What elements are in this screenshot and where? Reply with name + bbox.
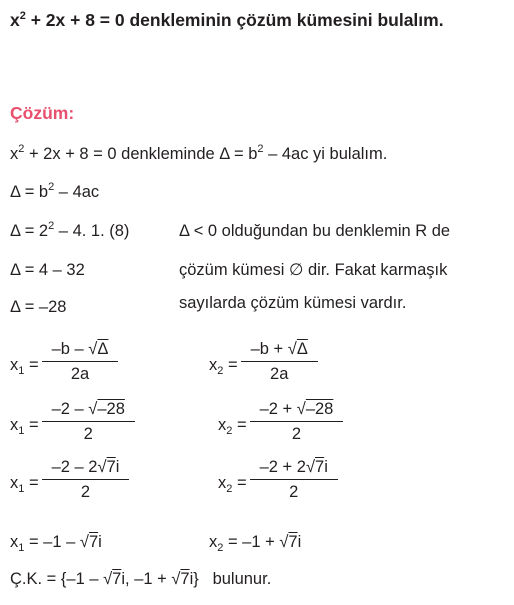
x1-numerator: –b – √Δ <box>42 340 119 362</box>
x1-denominator: 2a <box>70 365 90 383</box>
solution-set <box>10 570 271 589</box>
line2-text-end: – 4ac <box>54 183 100 201</box>
x2-final: $x_2 = -1 + √7i$ <box>209 533 302 554</box>
problem-exponent: 2 <box>19 10 26 22</box>
solution-set-text-mid: i, –1 + √ <box>121 570 181 588</box>
x2-simplified <box>218 458 338 502</box>
line3-text-end: – 4. 1. (8) <box>54 222 130 240</box>
x2-lhs: $x_2$ = <box>209 355 238 377</box>
discriminant-step: Δ = 4 – 32 <box>10 261 85 279</box>
problem-text: x <box>10 10 20 30</box>
discriminant-result: Δ = –28 <box>10 298 67 316</box>
x2-denominator: 2 <box>289 483 299 501</box>
line1-exponent-2: 2 <box>257 143 264 155</box>
x2-denominator: 2 <box>291 425 302 443</box>
x1-denominator: 2 <box>80 483 91 501</box>
problem-text-rest: + 2x + 8 = 0 denkleminin çözüm kümesini bulalım. <box>25 10 444 30</box>
x1-lhs: $x_1$ = <box>10 473 39 495</box>
x1-fraction <box>42 400 135 444</box>
x2-numerator: –2 + 2√7i <box>250 458 338 480</box>
note-line-1: Δ < 0 olduğundan bu denklemin R de <box>179 222 451 240</box>
solution-set-text-end: i} <box>189 570 199 588</box>
x2-lhs: $x_2$ = <box>218 473 247 495</box>
line3-text: Δ = 2 <box>10 222 49 240</box>
x2-numerator: –b + √Δ <box>241 340 318 362</box>
note-line-2: çözüm kümesi ∅ dir. Fakat karmaşık <box>179 261 448 279</box>
x1-numerator: –2 – √–28 <box>42 400 135 422</box>
x2-denominator: 2a <box>270 365 289 383</box>
line3-exponent: 2 <box>48 220 55 232</box>
line1-text-end: – 4ac yi bulalım. <box>263 145 388 163</box>
x2-fraction <box>250 400 344 444</box>
problem-statement <box>10 10 444 31</box>
x1-final: $x_1 = -1 - √7i$ <box>10 533 102 554</box>
x1-lhs: $x_1$ = <box>10 415 39 437</box>
solution-set-text: Ç.K. = {–1 – √ <box>10 570 113 588</box>
x1-fraction <box>42 458 130 502</box>
line1-text-mid: + 2x + 8 = 0 denkleminde Δ = b <box>24 145 258 163</box>
solution-heading: Çözüm: <box>10 103 75 123</box>
line2-text: Δ = b <box>10 183 49 201</box>
solution-line-1 <box>10 145 387 164</box>
x2-fraction <box>241 340 318 384</box>
x1-numerator: –2 – 2√7i <box>42 458 130 480</box>
x1-denominator: 2 <box>83 425 93 443</box>
solution-set-tail: bulunur. <box>212 570 272 588</box>
x2-numerator: –2 + √–28 <box>250 400 344 422</box>
x1-simplified <box>10 458 129 502</box>
line1-text: x <box>10 145 19 163</box>
x1-substitution <box>10 400 135 444</box>
radicand: 7 <box>112 570 122 588</box>
radicand: 7 <box>180 570 190 588</box>
x2-substitution <box>218 400 343 444</box>
x2-formula <box>209 340 318 384</box>
discriminant-substitution <box>10 222 129 241</box>
discriminant-formula <box>10 183 99 202</box>
line1-exponent: 2 <box>18 143 25 155</box>
x1-fraction <box>42 340 119 384</box>
note-line-3: sayılarda çözüm kümesi vardır. <box>179 294 407 312</box>
line2-exponent: 2 <box>48 181 55 193</box>
x2-fraction <box>250 458 338 502</box>
x1-lhs: $x_1$ = <box>10 355 39 377</box>
x2-lhs: $x_2$ = <box>218 415 247 437</box>
x1-formula <box>10 340 118 384</box>
